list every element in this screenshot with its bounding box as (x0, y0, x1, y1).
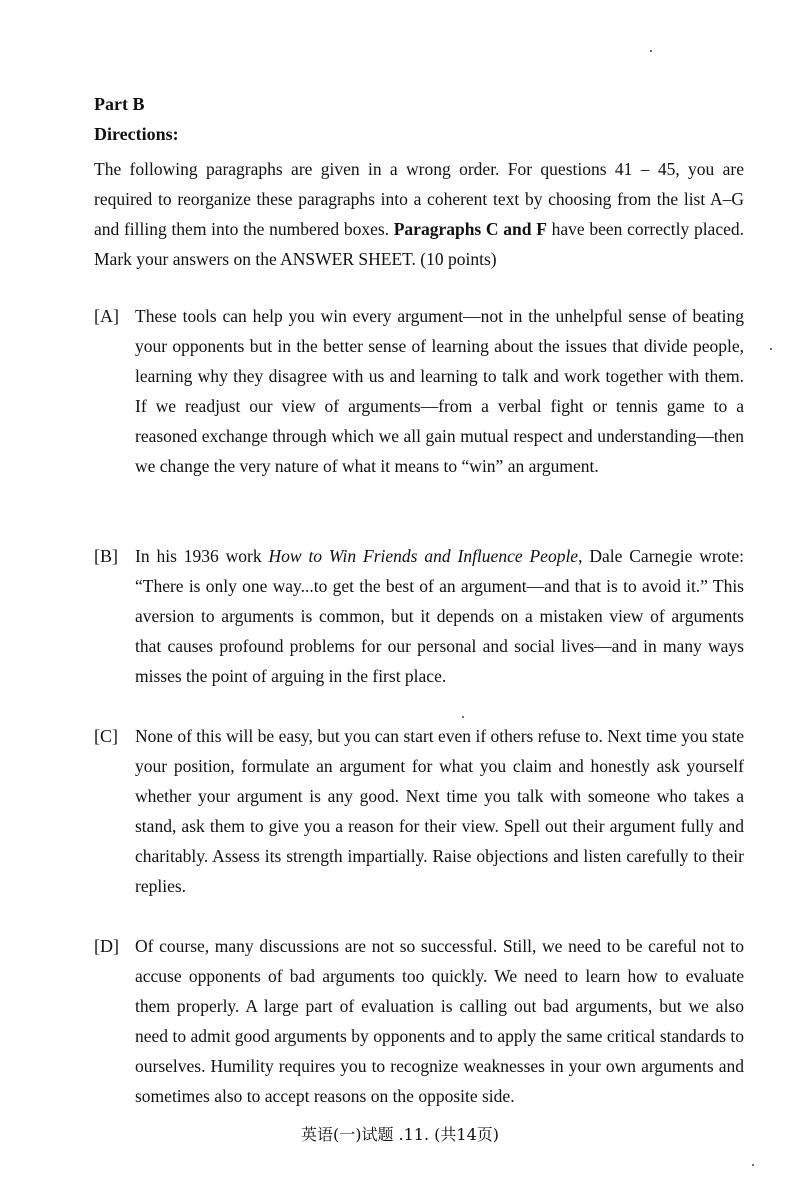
paragraph-b (94, 541, 744, 691)
paragraph-label-c: [C] (94, 726, 118, 746)
paragraph-b-text-end: , Dale Carnegie wrote: “There is only one way...to get the best of an argument—and that is to avoid it.” This aversion to arguments is common, but it depends on a mistaken view of arguments that causes profound problems for our personal and social lives—and in many ways misses the point of arguing in the first place. (135, 546, 745, 686)
paragraph-text-b (135, 541, 744, 691)
directions-title: Directions: (94, 124, 179, 144)
paragraph-a (94, 301, 744, 481)
directions-bold-text: Paragraphs C and F (393, 219, 547, 239)
paragraph-text-d: Of course, many discussions are not so successful. Still, we need to be careful not to accuse opponents of bad arguments too quickly. We need to learn how to evaluate them properly. A large part of evaluation is calling out bad arguments, but we also need to admit good arguments by opponents and to apply the same critical standards to ourselves. Humility requires you to recognize weaknesses in your own arguments and sometimes also to accept reasons on the opposite side. (135, 936, 744, 1106)
directions-text-end: have been correctly placed. Mark your answers on the ANSWER SHEET. (10 points) (94, 219, 744, 269)
paragraph-label-a: [A] (94, 306, 119, 326)
scan-speck (770, 348, 772, 350)
paragraph-label-d: [D] (94, 936, 119, 956)
scan-speck (752, 1164, 754, 1166)
paragraph-b-text-start: In his 1936 work (135, 546, 269, 566)
scan-speck (650, 50, 652, 52)
paragraph-label-b: [B] (94, 546, 118, 566)
paragraph-d (94, 931, 744, 1111)
paragraph-c (94, 721, 744, 901)
directions-text-start: The following paragraphs are given in a wrong order. For questions 41 – 45, you are required to reorganize these paragraphs into a coherent text by choosing from the list A–G and filling them into the numbered boxes. (94, 159, 744, 239)
part-title: Part B (94, 94, 145, 114)
paragraph-text-c: None of this will be easy, but you can start even if others refuse to. Next time you state your position, formulate an argument for what you claim and honestly ask yourself whether your argument is any good. Next time you talk with someone who takes a stand, ask them to give you a reason for their view. Spell out their argument fully and charitably. Assess its strength impartially. Raise objections and listen carefully to their replies. (135, 726, 744, 896)
paragraph-text-a: These tools can help you win every argument—not in the unhelpful sense of beating your opponents but in the better sense of learning about the issues that divide people, learning why they disagree with us and learning to talk and work together with them. If we readjust our view of arguments—from a verbal fight or tennis game to a reasoned exchange through which we all gain mutual respect and understanding—then we change the very nature of what it means to “win” an argument. (135, 306, 744, 476)
book-title: How to Win Friends and Influence People (268, 546, 579, 566)
page-footer: 英语(一)试题 .11. (共14页) (300, 1125, 500, 1144)
directions-text (94, 154, 744, 274)
scan-speck (462, 716, 464, 718)
